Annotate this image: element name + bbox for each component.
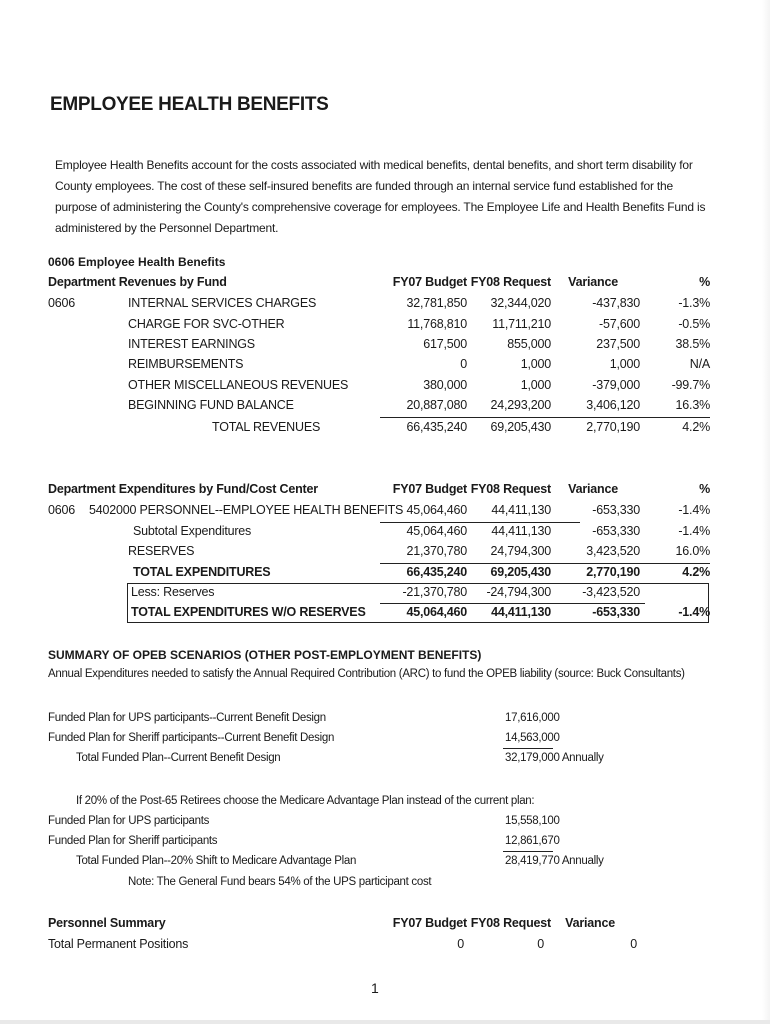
- reserves-variance: 3,423,520: [586, 544, 640, 558]
- col-fy07-budget: FY07 Budget: [392, 916, 467, 930]
- subtotal-row: [0, 524, 770, 544]
- revenue-budget: 380,000: [423, 378, 467, 392]
- revenue-total-pct: 4.2%: [682, 420, 710, 434]
- expenditure-pct: -1.4%: [678, 503, 710, 517]
- revenue-label: INTERNAL SERVICES CHARGES: [128, 296, 317, 310]
- opeb-line-value: 12,861,670: [505, 835, 560, 847]
- less-reserves-label: Less: Reserves: [131, 585, 215, 599]
- expenditure-row: [0, 503, 770, 523]
- revenue-row: [0, 317, 770, 337]
- reserves-pct: 16.0%: [675, 544, 710, 558]
- description-paragraph: Employee Health Benefits account for the costs associated with medical benefits, dental benefits, and short term disability for County employees. The cost of these self-insured benefits are funded through an internal service fund established for the purpose of administering the County's comprehensive coverage for employees. The Employee Life and Health Benefits Fund is administered by the Personnel Department.: [55, 158, 706, 235]
- revenue-budget: 11,768,810: [407, 317, 467, 331]
- opeb-subheading: Annual Expenditures needed to satisfy the Annual Required Contribution (ARC) to fund the OPEB liability (source: Buck Consultants): [48, 668, 685, 680]
- revenue-total-variance: 2,770,190: [586, 420, 640, 434]
- revenue-total-rule: [380, 417, 710, 418]
- total-wo-rule: [380, 603, 645, 604]
- revenue-label: REIMBURSEMENTS: [128, 357, 244, 371]
- opeb-line-value: 17,616,000: [505, 712, 560, 724]
- revenue-budget: 0: [460, 357, 467, 371]
- revenues-heading: Department Revenues by Fund: [48, 275, 227, 289]
- revenue-variance: 237,500: [596, 337, 640, 351]
- revenue-request: 32,344,020: [490, 296, 551, 310]
- fund-heading: 0606 Employee Health Benefits: [48, 255, 226, 269]
- revenue-label: CHARGE FOR SVC-OTHER: [128, 317, 285, 331]
- subtotal-pct: -1.4%: [678, 524, 710, 538]
- total-wo-reserves-request: 44,411,130: [491, 605, 551, 619]
- opeb-current-total-label: Total Funded Plan--Current Benefit Design: [76, 752, 281, 764]
- reserves-label: RESERVES: [128, 544, 195, 558]
- opeb-line-value: 14,563,000: [505, 732, 560, 744]
- revenue-row: [0, 357, 770, 377]
- expenditure-budget: 45,064,460: [406, 503, 467, 517]
- reserves-budget: 21,370,780: [406, 544, 467, 558]
- col-variance: Variance: [565, 916, 615, 930]
- col-fy08-request: FY08 Request: [470, 916, 551, 930]
- col-pct: %: [699, 482, 710, 496]
- opeb-line-label: Funded Plan for Sheriff participants: [48, 835, 218, 847]
- fund-code: 0606: [48, 503, 76, 517]
- revenue-request: 1,000: [520, 378, 551, 392]
- col-variance: Variance: [568, 482, 618, 496]
- reserves-request: 24,794,300: [490, 544, 551, 558]
- revenue-label: INTEREST EARNINGS: [128, 337, 255, 351]
- opeb-general-fund-note: Note: The General Fund bears 54% of the UPS participant cost: [128, 876, 432, 888]
- revenue-row: [0, 398, 770, 418]
- revenue-request: 11,711,210: [492, 317, 551, 331]
- personnel-label: Total Permanent Positions: [48, 937, 189, 951]
- personnel-heading: Personnel Summary: [48, 916, 166, 930]
- revenue-variance: -57,600: [599, 317, 640, 331]
- col-variance: Variance: [568, 275, 618, 289]
- personnel-header-row: [0, 916, 770, 936]
- subtotal-variance: -653,330: [592, 524, 640, 538]
- fund-code: 0606: [48, 296, 76, 310]
- revenue-pct: -0.5%: [678, 317, 710, 331]
- subtotal-budget: 45,064,460: [406, 524, 467, 538]
- opeb-line-label: Funded Plan for Sheriff participants--Current Benefit Design: [48, 732, 335, 744]
- revenue-request: 24,293,200: [490, 398, 551, 412]
- expenditures-heading: Department Expenditures by Fund/Cost Center: [48, 482, 318, 496]
- total-exp-rule: [380, 563, 710, 564]
- page-number: 1: [371, 980, 379, 996]
- opeb-current-total-value: 32,179,000 Annually: [505, 752, 604, 764]
- col-pct: %: [699, 275, 710, 289]
- subtotal-request: 44,411,130: [491, 524, 551, 538]
- total-expenditures-budget: 66,435,240: [406, 565, 467, 579]
- opeb-line-label: Funded Plan for UPS participants: [48, 815, 210, 827]
- personnel-request: 0: [537, 937, 544, 951]
- total-wo-reserves-label: TOTAL EXPENDITURES W/O RESERVES: [131, 605, 366, 619]
- box-top-rule: [127, 583, 709, 584]
- revenue-pct: -1.3%: [678, 296, 710, 310]
- col-fy07-budget: FY07 Budget: [392, 482, 467, 496]
- personnel-budget: 0: [457, 937, 464, 951]
- expenditure-variance: -653,330: [592, 503, 640, 517]
- col-fy07-budget: FY07 Budget: [392, 275, 467, 289]
- opeb-shift-total-value: 28,419,770 Annually: [505, 855, 604, 867]
- total-expenditures-row: [0, 565, 770, 585]
- less-reserves-request: -24,794,300: [486, 585, 551, 599]
- total-expenditures-pct: 4.2%: [682, 565, 710, 579]
- less-reserves-budget: -21,370,780: [402, 585, 467, 599]
- opeb-scenario-note: If 20% of the Post-65 Retirees choose the Medicare Advantage Plan instead of the current plan:: [76, 795, 535, 807]
- col-fy08-request: FY08 Request: [470, 275, 551, 289]
- revenue-variance: 3,406,120: [586, 398, 640, 412]
- reserves-row: [0, 544, 770, 564]
- subtotal-label: Subtotal Expenditures: [133, 524, 252, 538]
- expenditure-request: 44,411,130: [491, 503, 551, 517]
- revenues-header-row: [0, 275, 770, 295]
- revenue-budget: 32,781,850: [406, 296, 467, 310]
- opeb-shift-rule: [503, 851, 553, 852]
- revenue-total-request: 69,205,430: [490, 420, 551, 434]
- revenue-row: [0, 296, 770, 316]
- opeb-shift-total-label: Total Funded Plan--20% Shift to Medicare Advantage Plan: [76, 855, 357, 867]
- total-wo-reserves-budget: 45,064,460: [406, 605, 467, 619]
- personnel-variance: 0: [630, 937, 637, 951]
- opeb-current-rule: [503, 748, 553, 749]
- total-expenditures-variance: 2,770,190: [586, 565, 640, 579]
- less-reserves-variance: -3,423,520: [582, 585, 640, 599]
- revenue-pct: 16.3%: [675, 398, 710, 412]
- revenue-request: 1,000: [520, 357, 551, 371]
- revenue-request: 855,000: [507, 337, 551, 351]
- opeb-line-value: 15,558,100: [505, 815, 560, 827]
- scan-edge-shadow: [762, 0, 770, 1024]
- revenue-budget: 617,500: [423, 337, 467, 351]
- revenue-pct: -99.7%: [671, 378, 710, 392]
- personnel-row: [0, 937, 770, 957]
- expenditure-label: 5402000 PERSONNEL--EMPLOYEE HEALTH BENEFITS: [89, 503, 404, 517]
- less-reserves-row: [0, 585, 770, 605]
- revenue-variance: 1,000: [609, 357, 640, 371]
- col-fy08-request: FY08 Request: [470, 482, 551, 496]
- revenue-total-label: TOTAL REVENUES: [212, 420, 321, 434]
- revenue-variance: -437,830: [592, 296, 640, 310]
- revenue-label: OTHER MISCELLANEOUS REVENUES: [128, 378, 349, 392]
- page-title: EMPLOYEE HEALTH BENEFITS: [50, 94, 329, 115]
- revenue-total-budget: 66,435,240: [406, 420, 467, 434]
- scan-bottom-shadow: [0, 1020, 770, 1024]
- revenue-row: [0, 378, 770, 398]
- revenue-variance: -379,000: [592, 378, 640, 392]
- total-wo-reserves-variance: -653,330: [592, 605, 640, 619]
- revenue-pct: 38.5%: [675, 337, 710, 351]
- total-wo-reserves-row: [0, 605, 770, 625]
- total-expenditures-label: TOTAL EXPENDITURES: [133, 565, 271, 579]
- revenue-budget: 20,887,080: [406, 398, 467, 412]
- expenditures-header-row: [0, 482, 770, 502]
- total-expenditures-request: 69,205,430: [490, 565, 551, 579]
- total-wo-reserves-pct: -1.4%: [678, 605, 710, 619]
- revenue-total-row: [0, 420, 770, 440]
- revenue-pct: N/A: [689, 357, 710, 371]
- revenue-row: [0, 337, 770, 357]
- revenue-label: BEGINNING FUND BALANCE: [128, 398, 294, 412]
- opeb-heading: SUMMARY OF OPEB SCENARIOS (OTHER POST-EMPLOYMENT BENEFITS): [48, 648, 482, 662]
- subtotal-rule: [380, 522, 580, 523]
- opeb-line-label: Funded Plan for UPS participants--Current Benefit Design: [48, 712, 326, 724]
